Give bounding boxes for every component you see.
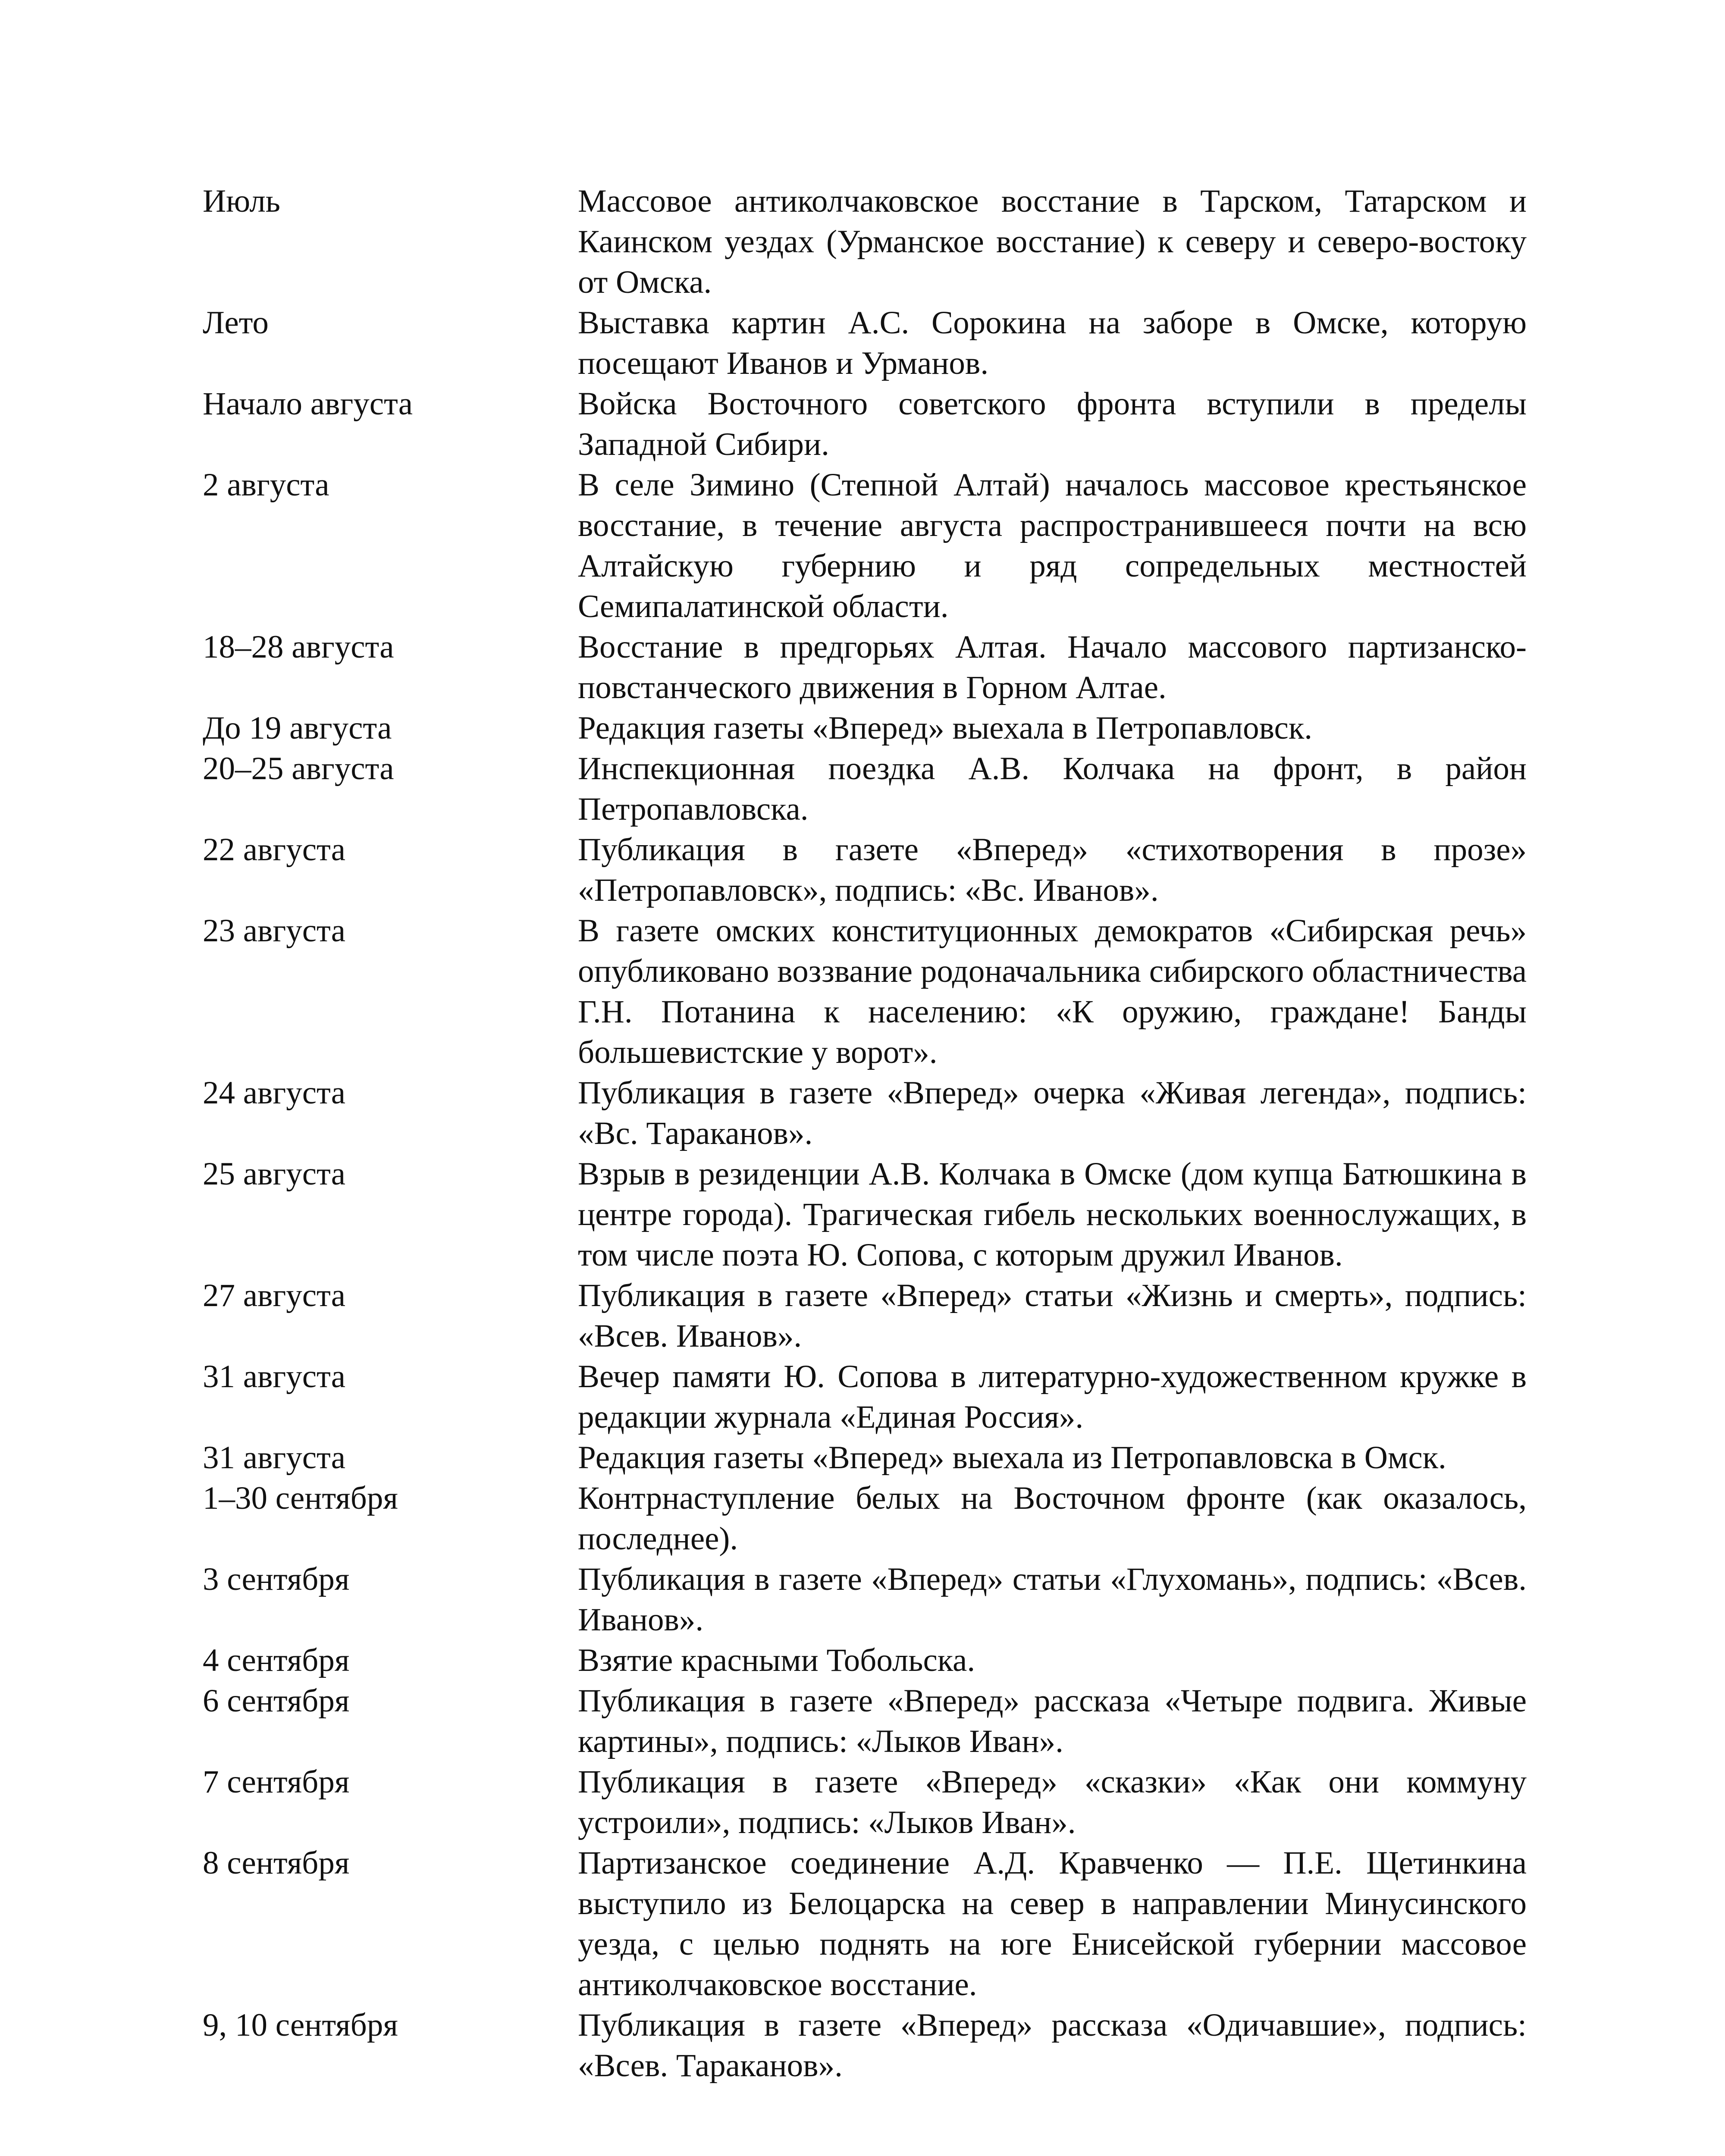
entry-text: Вечер памяти Ю. Сопова в литературно-художественном кружке в редакции журнала «Единая Россия». [578,1359,1527,1435]
entry-text: Публикация в газете «Вперед» статьи «Жизнь и смерть», подпись: «Всев. Иванов». [578,1278,1527,1354]
chronology-entry [203,181,1527,303]
entry-date: 22 августа [203,832,345,868]
chronology-entry [203,1681,1527,1762]
chronology-entry [203,1559,1527,1640]
entry-text: Выставка картин А.С. Сорокина на заборе в Омске, которую посещают Иванов и Урманов. [578,305,1527,381]
entry-date: 31 августа [203,1440,345,1476]
entry-text: Редакция газеты «Вперед» выехала в Петропавловск. [578,710,1313,746]
chronology-entry [203,303,1527,384]
chronology-entry [203,708,1527,749]
entry-text: Массовое антиколчаковское восстание в Тарском, Татарском и Каинском уездах (Урманское восстание) к северу и северо-востоку от Омска. [578,183,1527,300]
entry-text: Партизанское соединение А.Д. Кравченко — П.Е. Щетинкина выступило из Белоцарска на север в направлении Минусинского уезда, с целью поднять на юге Енисейской губернии массовое антиколчаковское восстание. [578,1845,1527,2002]
chronology-entry [203,465,1527,627]
entry-date: 1–30 сентября [203,1480,398,1516]
entry-date: 27 августа [203,1278,345,1313]
entry-text: В селе Зимино (Степной Алтай) началось массовое крестьянское восстание, в течение августа распространившееся почти на всю Алтайскую губернию и ряд сопредельных местностей Семипалатинской области. [578,467,1527,624]
chronology-entry [203,627,1527,708]
chronology-entry [203,1073,1527,1154]
chronology-entry [203,1640,1527,1681]
chronology-entry [203,830,1527,911]
chronology-entry [203,1275,1527,1357]
chronology-entry [203,1357,1527,1438]
entry-date: 25 августа [203,1156,345,1192]
entry-text: Восстание в предгорьях Алтая. Начало массового партизанско-повстанческого движения в Горном Алтае. [578,629,1527,705]
chronology-entry [203,384,1527,465]
entry-date: 24 августа [203,1075,345,1111]
chronology-entry [203,749,1527,830]
entry-date: Начало августа [203,386,413,422]
entry-date: 18–28 августа [203,629,394,665]
entry-text: Публикация в газете «Вперед» «стихотворения в прозе» «Петропавловск», подпись: «Вс. Иванов». [578,832,1527,908]
entry-date: 2 августа [203,467,329,503]
entry-text: В газете омских конституционных демократов «Сибирская речь» опубликовано воззвание родоначальника сибирского областничества Г.Н. Потанина к населению: «К оружию, граждане! Банды большевистские у ворот». [578,913,1527,1070]
entry-date: 6 сентября [203,1683,350,1719]
entry-text: Взрыв в резиденции А.В. Колчака в Омске (дом купца Батюшкина в центре города). Трагическая гибель нескольких военнослужащих, в том числе поэта Ю. Сопова, с которым дружил Иванов. [578,1156,1527,1273]
entry-text: Войска Восточного советского фронта вступили в пределы Западной Сибири. [578,386,1527,462]
entry-date: 20–25 августа [203,751,394,787]
entry-date: 8 сентября [203,1845,350,1881]
chronology-entry [203,911,1527,1073]
entry-text: Публикация в газете «Вперед» рассказа «Четыре подвига. Живые картины», подпись: «Лыков Иван». [578,1683,1527,1759]
entry-date: Лето [203,305,269,341]
entry-date: До 19 августа [203,710,392,746]
chronology-entry [203,1762,1527,1843]
entry-text: Публикация в газете «Вперед» статьи «Глухомань», подпись: «Всев. Иванов». [578,1561,1527,1638]
chronology-entry [203,2005,1527,2086]
entry-date: 3 сентября [203,1561,350,1597]
entry-date: 4 сентября [203,1642,350,1678]
entry-text: Публикация в газете «Вперед» рассказа «Одичавшие», подпись: «Всев. Тараканов». [578,2007,1527,2084]
entry-text: Публикация в газете «Вперед» очерка «Живая легенда», подпись: «Вс. Тараканов». [578,1075,1527,1151]
entry-date: 31 августа [203,1359,345,1395]
entry-text: Редакция газеты «Вперед» выехала из Петропавловска в Омск. [578,1440,1446,1476]
chronology-entry [203,1438,1527,1478]
entry-date: Июль [203,183,280,219]
entry-date: 7 сентября [203,1764,350,1800]
chronology-entry [203,1154,1527,1275]
entry-text: Взятие красными Тобольска. [578,1642,975,1678]
entry-date: 9, 10 сентября [203,2007,398,2043]
entry-text: Публикация в газете «Вперед» «сказки» «Как они коммуну устроили», подпись: «Лыков Иван». [578,1764,1527,1840]
chronology-list [203,181,1527,2086]
chronology-entry [203,1843,1527,2005]
chronology-entry [203,1478,1527,1559]
entry-text: Инспекционная поездка А.В. Колчака на фронт, в район Петропавловска. [578,751,1527,827]
entry-text: Контрнаступление белых на Восточном фронте (как оказалось, последнее). [578,1480,1527,1557]
entry-date: 23 августа [203,913,345,949]
